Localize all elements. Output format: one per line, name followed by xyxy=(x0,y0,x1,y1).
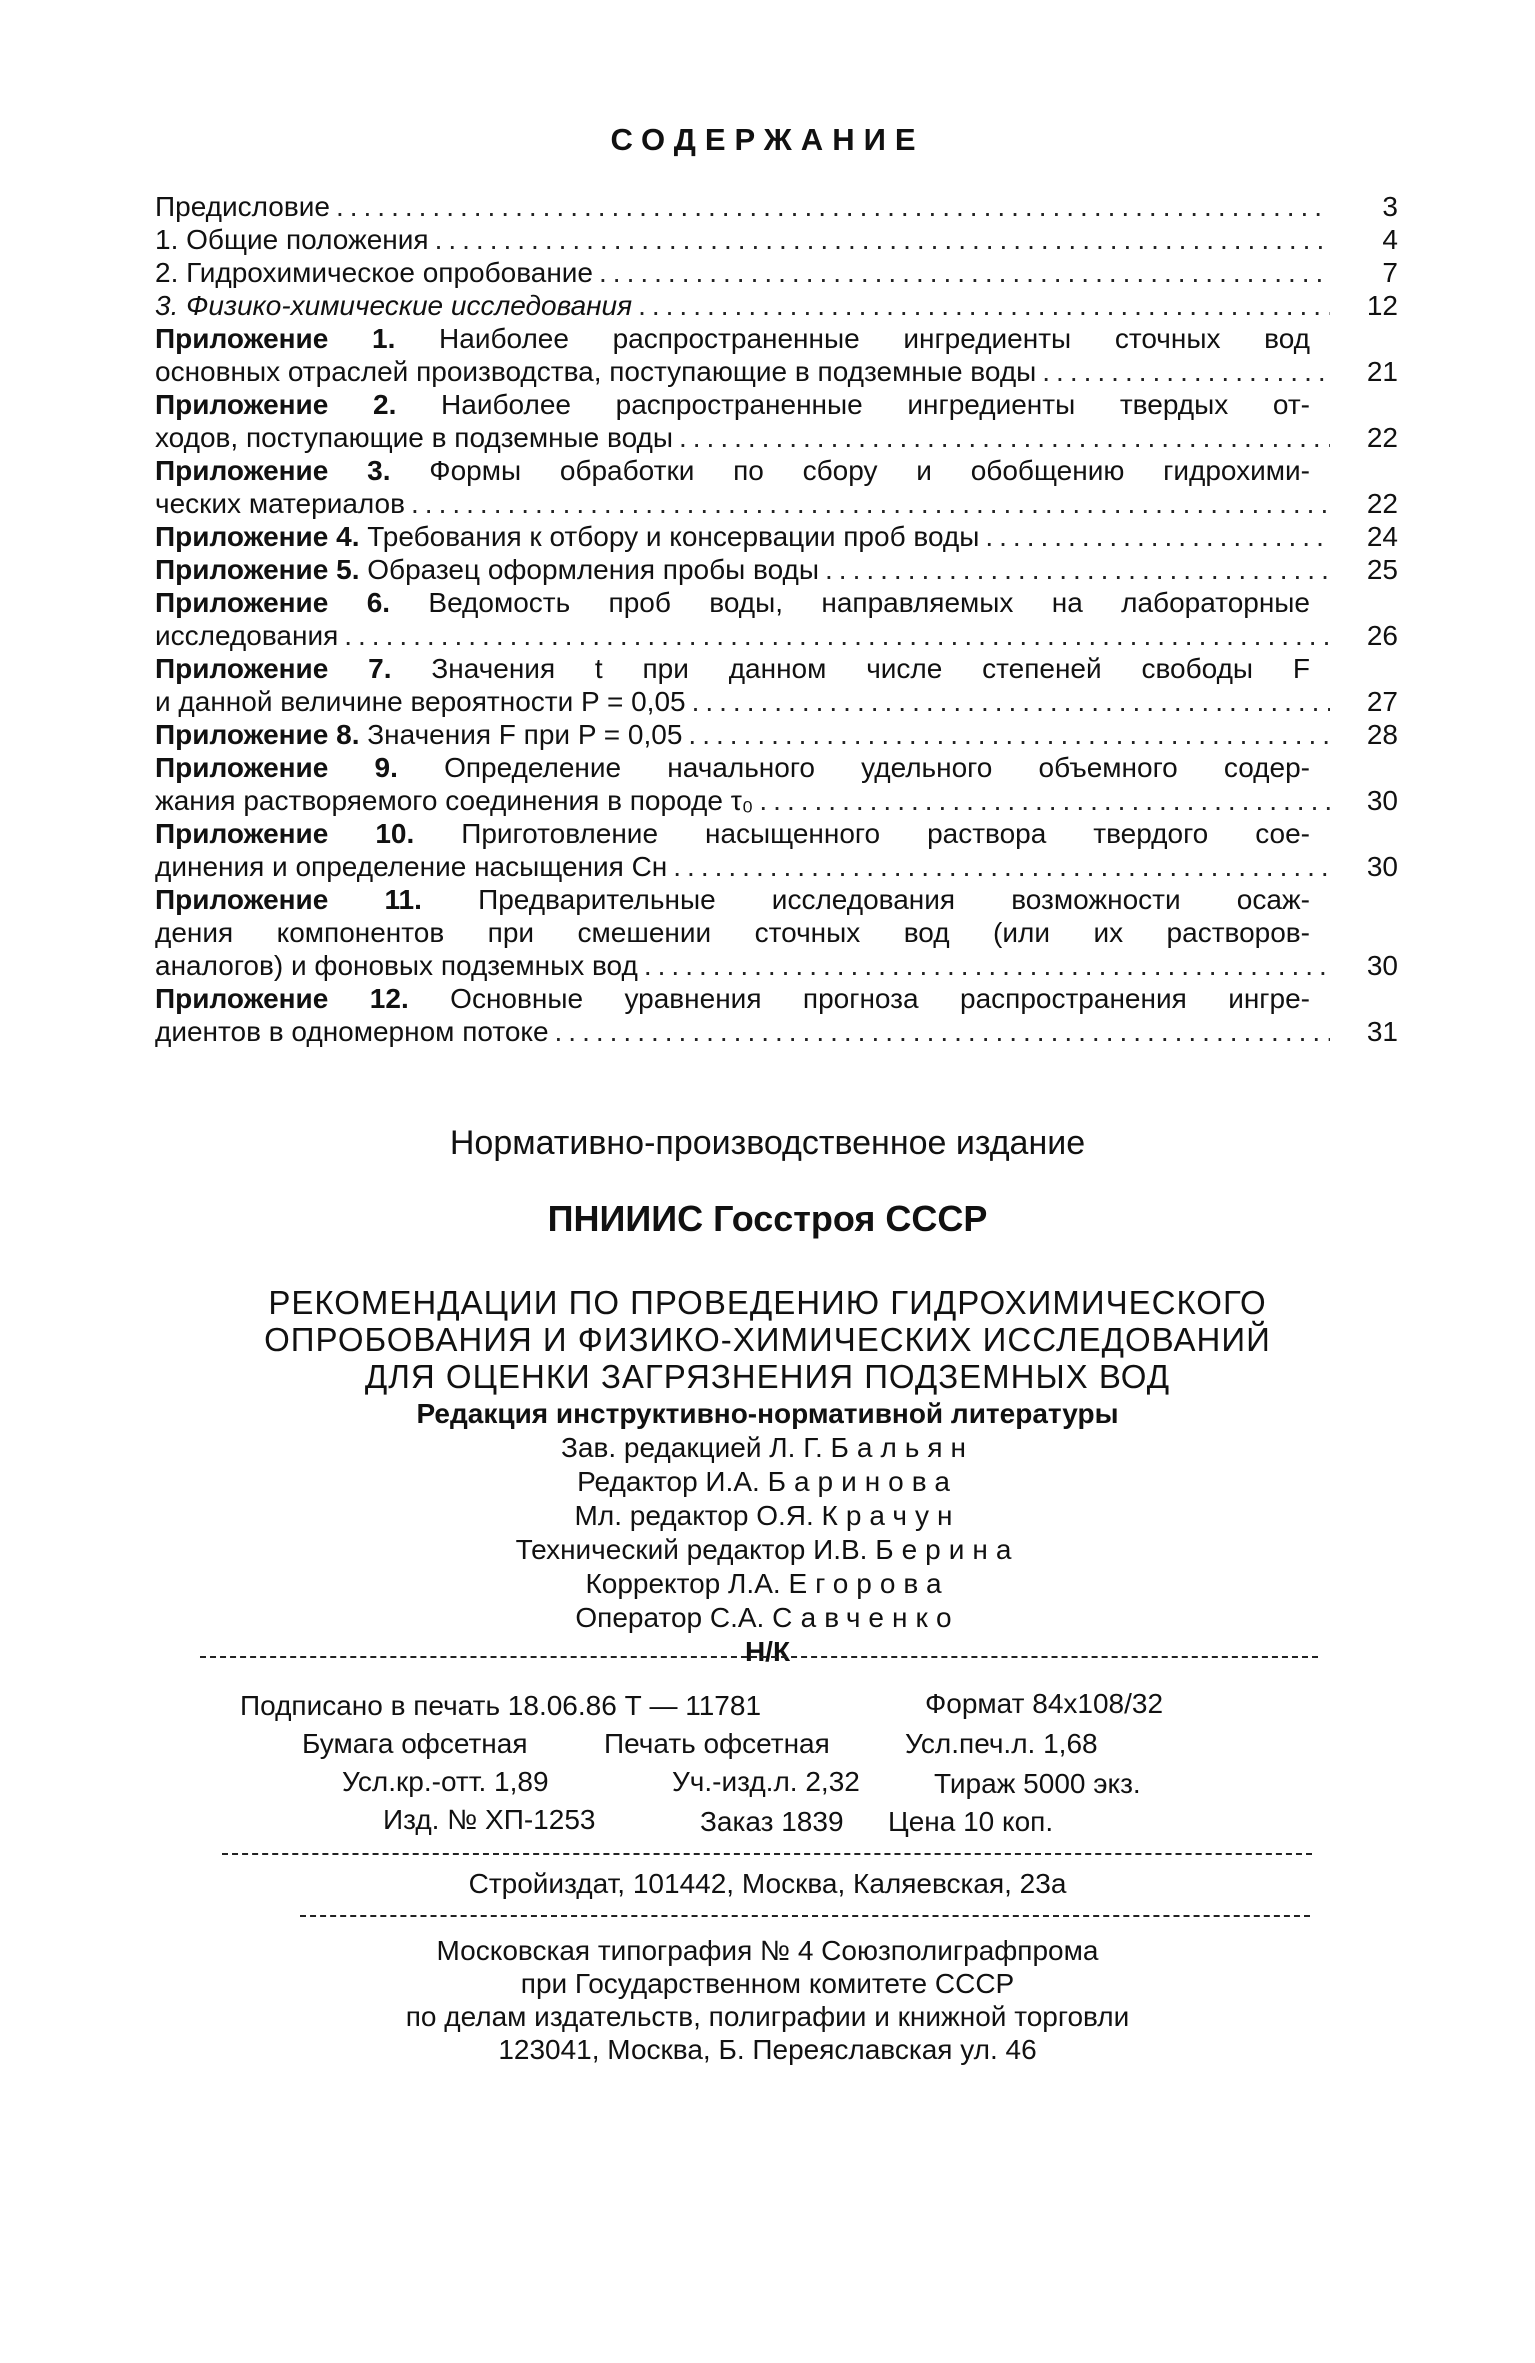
toc-entry-title: аналогов) и фоновых подземных вод xyxy=(155,950,638,981)
table-of-contents xyxy=(155,190,1398,1048)
toc-entry-line xyxy=(155,454,1398,487)
toc-entry-label: Приложение 8. xyxy=(155,719,368,750)
toc-page-number: 22 xyxy=(1366,488,1398,519)
staff-role: Корректор Л.А. xyxy=(585,1568,781,1599)
divider xyxy=(222,1853,1312,1855)
book-title xyxy=(0,1284,1535,1395)
staff-name: Крачун xyxy=(821,1500,961,1531)
toc-entry-line xyxy=(155,586,1398,619)
toc-entry-title: ческих материалов xyxy=(155,488,406,519)
printer-block xyxy=(0,1934,1535,2066)
leader-dots xyxy=(344,619,1330,652)
toc-entry-text xyxy=(155,421,673,454)
paper: Бумага офсетная xyxy=(302,1728,528,1759)
staff-role: Зав. редакцией Л. Г. xyxy=(560,1432,823,1463)
toc-page-number: 24 xyxy=(1366,521,1398,552)
organization-name: ПНИИИС Госстроя СССР xyxy=(547,1198,988,1239)
divider xyxy=(200,1656,1318,1658)
leader-dots xyxy=(638,289,1330,322)
toc-entry-text xyxy=(155,883,1310,916)
toc-entry-text xyxy=(155,1015,549,1048)
toc-entry-line xyxy=(155,553,1398,586)
toc-entry-text xyxy=(155,718,682,751)
toc-entry-text xyxy=(155,619,338,652)
staff-line xyxy=(0,1465,1535,1499)
print-run: Тираж 5000 экз. xyxy=(934,1768,1141,1799)
toc-entry-text xyxy=(155,190,330,223)
printer-line: 123041, Москва, Б. Переяславская ул. 46 xyxy=(498,2034,1037,2065)
toc-entry-label: Приложение 2. xyxy=(155,389,442,420)
toc-page-number: 7 xyxy=(1382,257,1398,288)
toc-entry-title: основных отраслей производства, поступающие в подземные воды xyxy=(155,356,1037,387)
toc-entry-text xyxy=(155,817,1310,850)
toc-entry-text xyxy=(155,586,1310,619)
toc-page-number: 27 xyxy=(1366,686,1398,717)
toc-entry-text xyxy=(155,784,753,817)
toc-entry-title: Значения t при данном числе степеней свободы F xyxy=(431,653,1310,684)
toc-entry-line xyxy=(155,1015,1398,1048)
toc-entry-text xyxy=(155,289,632,322)
toc-entry-line xyxy=(155,982,1398,1015)
color-prints: Усл.кр.-отт. 1,89 xyxy=(342,1766,549,1797)
toc-entry-text xyxy=(155,454,1310,487)
leader-dots xyxy=(411,487,1330,520)
toc-entry-line xyxy=(155,817,1398,850)
toc-entry-text xyxy=(155,685,686,718)
staff-list xyxy=(0,1431,1535,1635)
toc-entry-text xyxy=(155,553,819,586)
toc-entry xyxy=(155,553,1398,586)
toc-entry-title: Требования к отбору и консервации проб воды xyxy=(367,521,980,552)
toc-entry xyxy=(155,883,1398,982)
toc-entry-title: 1. Общие положения xyxy=(155,224,429,255)
staff-name: Савченко xyxy=(772,1602,960,1633)
staff-line xyxy=(0,1499,1535,1533)
toc-entry-line xyxy=(155,751,1398,784)
toc-entry-line xyxy=(155,949,1398,982)
toc-page-number: 30 xyxy=(1366,950,1398,981)
toc-entry xyxy=(155,454,1398,520)
toc-entry-title: динения и определение насыщения Cн xyxy=(155,851,668,882)
toc-entry-text xyxy=(155,355,1036,388)
toc-page-number: 30 xyxy=(1366,851,1398,882)
toc-entry-line xyxy=(155,883,1398,916)
leader-dots xyxy=(825,553,1330,586)
toc-entry-line xyxy=(155,421,1398,454)
book-title-line: ДЛЯ ОЦЕНКИ ЗАГРЯЗНЕНИЯ ПОДЗЕМНЫХ ВОД xyxy=(364,1358,1171,1395)
toc-entry-title: 3. Физико-химические исследования xyxy=(155,290,633,321)
toc-entry-line xyxy=(155,289,1398,322)
toc-entry xyxy=(155,586,1398,652)
toc-entry-label: Приложение 7. xyxy=(155,653,432,684)
toc-entry-label: Приложение 4. xyxy=(155,521,368,552)
toc-entry-text xyxy=(155,256,593,289)
toc-entry-text xyxy=(155,949,638,982)
toc-entry-title: Значения F при P = 0,05 xyxy=(367,719,683,750)
leader-dots xyxy=(692,685,1330,718)
catalog-code: Н/К xyxy=(744,1636,791,1667)
toc-entry-line xyxy=(155,619,1398,652)
leader-dots xyxy=(435,223,1330,256)
toc-entry-label: Приложение 10. xyxy=(155,818,462,849)
toc-entry-title: диентов в одномерном потоке xyxy=(155,1016,549,1047)
toc-entry-line xyxy=(155,355,1398,388)
toc-page-number: 31 xyxy=(1366,1016,1398,1047)
credits-block xyxy=(0,1397,1535,1669)
toc-entry-title: Определение начального удельного объемного содер- xyxy=(444,752,1310,783)
toc-entry-label: Приложение 3. xyxy=(155,455,430,486)
toc-entry xyxy=(155,322,1398,388)
toc-entry-line xyxy=(155,850,1398,883)
toc-entry-label: Приложение 12. xyxy=(155,983,451,1014)
toc-entry-label: Приложение 5. xyxy=(155,554,368,585)
publisher-address: Стройиздат, 101442, Москва, Каляевская, 23а xyxy=(468,1868,1067,1899)
toc-page-number: 22 xyxy=(1366,422,1398,453)
toc-page-number: 3 xyxy=(1382,191,1398,222)
toc-entry-line xyxy=(155,652,1398,685)
toc-entry-label: Приложение 9. xyxy=(155,752,445,783)
leader-dots xyxy=(555,1015,1330,1048)
staff-line xyxy=(0,1533,1535,1567)
toc-entry xyxy=(155,982,1398,1048)
toc-entry-text xyxy=(155,487,405,520)
leader-dots xyxy=(985,520,1330,553)
toc-page-number: 30 xyxy=(1366,785,1398,816)
leader-dots xyxy=(688,718,1330,751)
book-title-line: ОПРОБОВАНИЯ И ФИЗИКО-ХИМИЧЕСКИХ ИССЛЕДОВАНИЙ xyxy=(264,1321,1271,1358)
toc-entry-title: жания растворяемого соединения в породе τ₀ xyxy=(155,785,754,816)
leader-dots xyxy=(679,421,1330,454)
staff-role: Редактор И.А. xyxy=(577,1466,760,1497)
toc-entry xyxy=(155,751,1398,817)
toc-entry-line xyxy=(155,223,1398,256)
toc-entry-title: Приготовление насыщенного раствора твердого сое- xyxy=(461,818,1311,849)
editorial-office: Редакция инструктивно-нормативной литературы xyxy=(416,1398,1119,1429)
toc-entry xyxy=(155,520,1398,553)
contents-title: СОДЕРЖАНИЕ xyxy=(610,122,925,157)
toc-entry-line xyxy=(155,388,1398,421)
toc-entry-text xyxy=(155,388,1310,421)
leader-dots xyxy=(336,190,1330,223)
toc-entry-title: 2. Гидрохимическое опробование xyxy=(155,257,594,288)
staff-role: Технический редактор И.В. xyxy=(515,1534,868,1565)
print-sheets: Усл.печ.л. 1,68 xyxy=(905,1728,1098,1759)
toc-entry-line xyxy=(155,916,1398,949)
printer-line: Московская типография № 4 Союзполиграфпрома xyxy=(436,1935,1099,1966)
toc-page-number: 12 xyxy=(1366,290,1398,321)
toc-entry-text xyxy=(155,850,667,883)
toc-entry-title: Формы обработки по сбору и обобщению гидрохими- xyxy=(429,455,1310,486)
publisher-sheets: Уч.-изд.л. 2,32 xyxy=(672,1766,860,1797)
toc-entry xyxy=(155,223,1398,256)
staff-name: Баринова xyxy=(767,1466,958,1497)
toc-entry-title: дения компонентов при смешении сточных вод (или их растворов- xyxy=(155,917,1310,948)
signed-to-print: Подписано в печать 18.06.86 Т — 11781 xyxy=(240,1690,762,1721)
printer-line: при Государственном комитете СССР xyxy=(520,1968,1015,1999)
staff-role: Мл. редактор О.Я. xyxy=(574,1500,814,1531)
staff-line xyxy=(0,1601,1535,1635)
toc-page-number: 28 xyxy=(1366,719,1398,750)
book-title-line: РЕКОМЕНДАЦИИ ПО ПРОВЕДЕНИЮ ГИДРОХИМИЧЕСКОГО xyxy=(268,1284,1267,1321)
staff-name: Бальян xyxy=(830,1432,974,1463)
toc-entry-line xyxy=(155,784,1398,817)
toc-entry-title: Наиболее распространенные ингредиенты твердых от- xyxy=(441,389,1310,420)
staff-line xyxy=(0,1431,1535,1465)
toc-entry xyxy=(155,256,1398,289)
toc-entry-line xyxy=(155,520,1398,553)
leader-dots xyxy=(759,784,1330,817)
toc-entry-title: Основные уравнения прогноза распространения ингре- xyxy=(450,983,1310,1014)
staff-name: Егорова xyxy=(788,1568,950,1599)
toc-entry-title: Предисловие xyxy=(155,191,330,222)
leader-dots xyxy=(673,850,1330,883)
toc-entry xyxy=(155,190,1398,223)
toc-entry-label: Приложение 1. xyxy=(155,323,440,354)
leader-dots xyxy=(599,256,1330,289)
staff-line xyxy=(0,1567,1535,1601)
toc-entry-line xyxy=(155,256,1398,289)
toc-entry xyxy=(155,817,1398,883)
divider xyxy=(300,1915,1310,1917)
toc-entry xyxy=(155,289,1398,322)
printer-line: по делам издательств, полиграфии и книжной торговли xyxy=(405,2001,1130,2032)
staff-role: Оператор С.А. xyxy=(575,1602,765,1633)
toc-entry-title: Предварительные исследования возможности осаж- xyxy=(478,884,1310,915)
toc-entry-line xyxy=(155,487,1398,520)
toc-entry-text xyxy=(155,751,1310,784)
edition-number: Изд. № ХП-1253 xyxy=(383,1804,596,1835)
format: Формат 84х108/32 xyxy=(925,1688,1164,1719)
toc-entry-title: и данной величине вероятности P = 0,05 xyxy=(155,686,686,717)
toc-entry-line xyxy=(155,685,1398,718)
order-number: Заказ 1839 xyxy=(700,1806,844,1837)
toc-entry-title: Образец оформления пробы воды xyxy=(367,554,820,585)
printing: Печать офсетная xyxy=(604,1728,830,1759)
leader-dots xyxy=(1042,355,1330,388)
toc-entry xyxy=(155,652,1398,718)
toc-entry-title: исследования xyxy=(155,620,339,651)
toc-entry xyxy=(155,718,1398,751)
staff-name: Берина xyxy=(875,1534,1020,1565)
toc-entry-title: Наиболее распространенные ингредиенты сточных вод xyxy=(439,323,1310,354)
toc-page-number: 25 xyxy=(1366,554,1398,585)
toc-page-number: 26 xyxy=(1366,620,1398,651)
toc-entry-line xyxy=(155,322,1398,355)
toc-page-number: 21 xyxy=(1366,356,1398,387)
toc-entry xyxy=(155,388,1398,454)
toc-entry-label: Приложение 6. xyxy=(155,587,429,618)
toc-entry-title: Ведомость проб воды, направляемых на лабораторные xyxy=(428,587,1310,618)
leader-dots xyxy=(644,949,1330,982)
toc-entry-text xyxy=(155,520,979,553)
toc-entry-title: ходов, поступающие в подземные воды xyxy=(155,422,673,453)
toc-entry-text xyxy=(155,982,1310,1015)
toc-entry-label: Приложение 11. xyxy=(155,884,479,915)
toc-entry-text xyxy=(155,652,1310,685)
toc-page-number: 4 xyxy=(1382,224,1398,255)
toc-entry-text xyxy=(155,223,429,256)
toc-entry-line xyxy=(155,718,1398,751)
toc-entry-text xyxy=(155,322,1310,355)
price: Цена 10 коп. xyxy=(888,1806,1054,1837)
toc-entry-text xyxy=(155,916,1310,949)
publication-kind: Нормативно-производственное издание xyxy=(449,1124,1086,1162)
toc-entry-line xyxy=(155,190,1398,223)
